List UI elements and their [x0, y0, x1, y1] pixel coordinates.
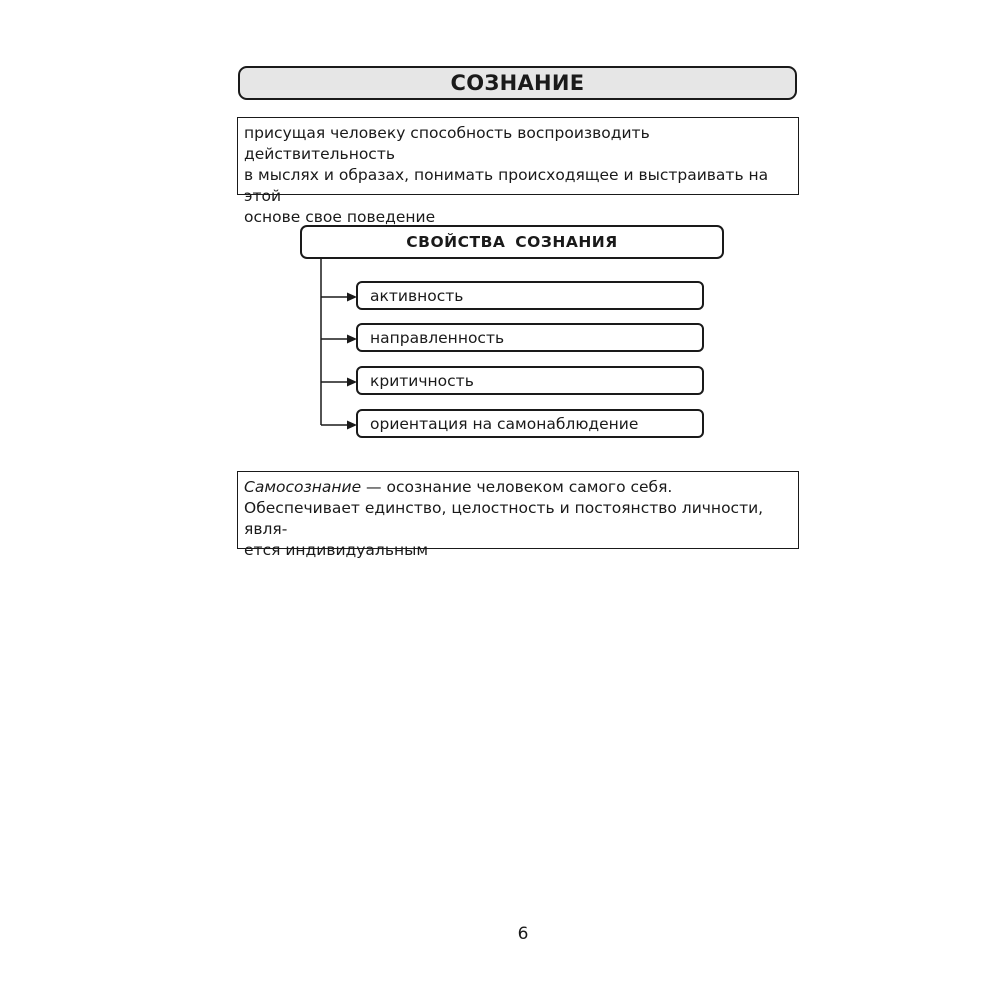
definition-line-1: присущая человеку способность воспроизводить действительность	[244, 124, 650, 163]
property-label: активность	[370, 286, 464, 305]
page-number: 6	[517, 924, 529, 944]
property-item-direction	[356, 323, 704, 352]
property-label: ориентация на самонаблюдение	[370, 414, 639, 433]
property-item-self-observation	[356, 409, 704, 438]
property-item-activity	[356, 281, 704, 310]
property-label: критичность	[370, 371, 474, 390]
definition-line-2: в мыслях и образах, понимать происходящее и выстраивать на этой	[244, 166, 769, 205]
property-item-criticality	[356, 366, 704, 395]
self-awareness-line-3: ется индивидуальным	[244, 541, 429, 559]
connector-branch-2	[321, 335, 357, 344]
self-awareness-line-2: Обеспечивает единство, целостность и постоянство личности, явля-	[244, 499, 764, 538]
self-awareness-line-1	[244, 477, 792, 498]
property-label: направленность	[370, 328, 505, 347]
self-awareness-definition: — осознание человеком самого себя.	[361, 478, 673, 496]
page-number-wrap	[46, 924, 1000, 944]
self-awareness-term: Самосознание	[244, 478, 362, 496]
self-awareness-box	[237, 471, 799, 559]
connector-branch-1	[321, 293, 357, 302]
properties-header: СВОЙСТВА СОЗНАНИЯ	[406, 233, 618, 251]
connector-branch-3	[321, 378, 357, 387]
definition-line-3: основе свое поведение	[244, 208, 436, 226]
connector-branch-4	[321, 421, 357, 430]
page-title: СОЗНАНИЕ	[450, 71, 585, 95]
